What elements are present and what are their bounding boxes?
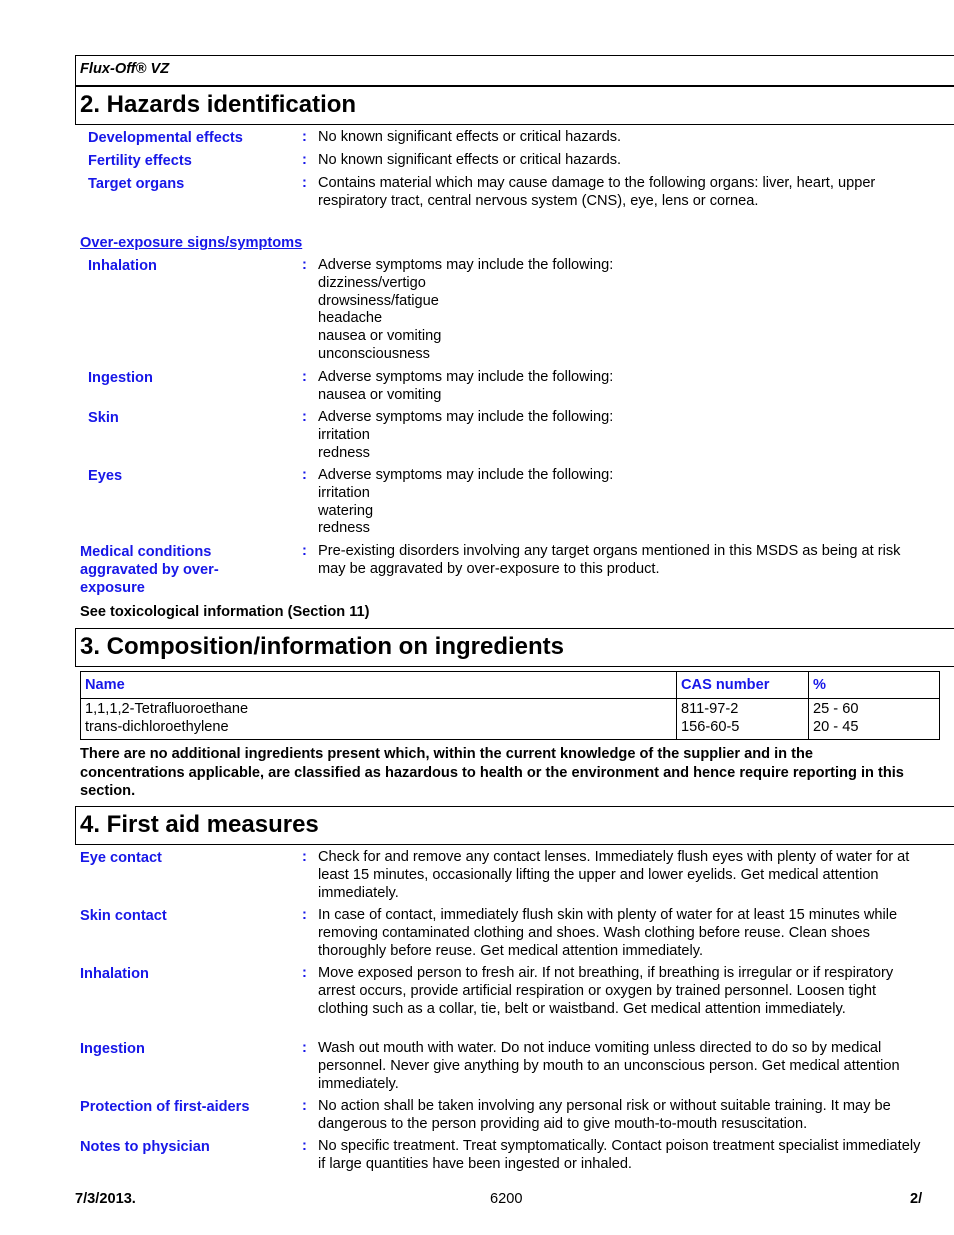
- product-name: Flux-Off® VZ: [80, 61, 170, 77]
- row-label: Developmental effects: [88, 130, 243, 146]
- symptom-line: watering: [318, 502, 374, 519]
- row-value: Pre-existing disorders involving any target organs mentioned in this MSDS as being at risk may be aggravated by over-exposure to this product.: [318, 543, 901, 577]
- row-label: Eye contact: [80, 850, 162, 866]
- row-label: Ingestion: [80, 1041, 145, 1057]
- symptom-list: [318, 257, 926, 364]
- symptom-line: Adverse symptoms may include the following:: [318, 409, 614, 425]
- colon: :: [302, 369, 307, 385]
- footer-date: 7/3/2013.: [75, 1191, 136, 1207]
- row-label: Medical conditions aggravated by over-exposure: [80, 544, 219, 596]
- symptom-line: nausea or vomiting: [318, 386, 442, 403]
- row-label: Skin contact: [80, 908, 167, 924]
- product-header: [75, 55, 954, 86]
- colon: :: [302, 467, 307, 483]
- row-label: Fertility effects: [88, 153, 192, 169]
- names-cell: [81, 699, 677, 740]
- row-value: Move exposed person to fresh air. If not breathing, if breathing is irregular or if respiratory arrest occurs, provide artificial respiration or oxygen by trained personnel. Loosen tight clothing such as a collar, tie, belt or waistband. Get medical attention immediately.: [318, 965, 894, 1017]
- cas-number: 156-60-5: [681, 719, 740, 735]
- row-value: Contains material which may cause damage to the following organs: liver, heart, upper respiratory tract, central nervous system (CNS), eye, lens or cornea.: [318, 175, 876, 209]
- row-value: No known significant effects or critical hazards.: [318, 129, 622, 145]
- col-pct: %: [809, 672, 940, 699]
- col-name: Name: [81, 672, 677, 699]
- ingredients-note: There are no additional ingredients present which, within the current knowledge of the supplier and in the concentrations applicable, are classified as hazardous to health or the environment and hence require reporting in this section.: [80, 746, 904, 799]
- section-title: 2. Hazards identification: [80, 91, 357, 118]
- symptom-line: dizziness/vertigo: [318, 274, 426, 291]
- symptom-line: irritation: [318, 426, 370, 443]
- symptom-line: redness: [318, 520, 370, 537]
- symptom-line: headache: [318, 310, 383, 327]
- symptom-line: Adverse symptoms may include the following:: [318, 467, 614, 483]
- colon: :: [302, 257, 307, 273]
- table-header-row: [81, 672, 940, 699]
- table-row: [81, 699, 940, 740]
- row-label: Protection of first-aiders: [80, 1099, 250, 1115]
- row-label: Inhalation: [88, 258, 157, 274]
- section-4-header: [75, 806, 954, 845]
- colon: :: [302, 849, 307, 865]
- ingredients-table: [80, 671, 940, 740]
- cas-cell: [677, 699, 809, 740]
- col-cas: CAS number: [677, 672, 809, 699]
- section-3-header: [75, 628, 954, 667]
- pct-cell: [809, 699, 940, 740]
- symptom-list: [318, 369, 926, 405]
- colon: :: [302, 152, 307, 168]
- symptom-line: redness: [318, 444, 370, 461]
- overexposure-heading: Over-exposure signs/symptoms: [80, 235, 303, 251]
- colon: :: [302, 543, 307, 559]
- symptom-line: Adverse symptoms may include the following:: [318, 257, 614, 273]
- row-value: No known significant effects or critical hazards.: [318, 152, 622, 168]
- footer-code: 6200: [490, 1191, 523, 1207]
- colon: :: [302, 1098, 307, 1114]
- row-label: Inhalation: [80, 966, 149, 982]
- row-value: No action shall be taken involving any personal risk or without suitable training. It may be dangerous to the person providing aid to give mouth-to-mouth resuscitation.: [318, 1098, 891, 1132]
- symptom-line: drowsiness/fatigue: [318, 292, 439, 309]
- row-value: In case of contact, immediately flush skin with plenty of water for at least 15 minutes while removing contaminated clothing and shoes. Wash clothing before reuse. Clean shoes thoroughly before reuse. Get medical attention immediately.: [318, 907, 898, 959]
- colon: :: [302, 1138, 307, 1154]
- colon: :: [302, 907, 307, 923]
- footer-page-number: 2/: [910, 1191, 923, 1207]
- symptom-line: nausea or vomiting: [318, 328, 442, 345]
- symptom-list: [318, 467, 926, 538]
- section-title: 4. First aid measures: [80, 811, 319, 838]
- row-value: No specific treatment. Treat symptomatically. Contact poison treatment specialist immediately if large quantities have been ingested or inhaled.: [318, 1138, 921, 1172]
- colon: :: [302, 965, 307, 981]
- section-title: 3. Composition/information on ingredients: [80, 633, 564, 660]
- colon: :: [302, 175, 307, 191]
- percentage: 25 - 60: [813, 701, 859, 717]
- symptom-line: unconsciousness: [318, 345, 430, 362]
- percentage: 20 - 45: [813, 719, 859, 735]
- section-2-header: [75, 86, 954, 125]
- symptom-line: Adverse symptoms may include the following:: [318, 369, 614, 385]
- row-label: Ingestion: [88, 370, 153, 386]
- colon: :: [302, 129, 307, 145]
- row-label: Skin: [88, 410, 119, 426]
- colon: :: [302, 1040, 307, 1056]
- symptom-line: irritation: [318, 484, 370, 501]
- row-value: Wash out mouth with water. Do not induce vomiting unless directed to do so by medical personnel. Never give anything by mouth to an unconscious person. Get medical attention immediately.: [318, 1040, 900, 1092]
- cas-number: 811-97-2: [681, 701, 739, 717]
- row-value: Check for and remove any contact lenses. Immediately flush eyes with plenty of water for at least 15 minutes, occasionally lifting the upper and lower eyelids. Get medical attention immediately.: [318, 849, 910, 901]
- ingredient-name: 1,1,1,2-Tetrafluoroethane: [85, 701, 249, 717]
- see-tox-note: See toxicological information (Section 11): [80, 604, 370, 620]
- colon: :: [302, 409, 307, 425]
- symptom-list: [318, 409, 926, 462]
- row-label: Eyes: [88, 468, 123, 484]
- ingredient-name: trans-dichloroethylene: [85, 719, 229, 735]
- row-label: Notes to physician: [80, 1139, 210, 1155]
- row-label: Target organs: [88, 176, 185, 192]
